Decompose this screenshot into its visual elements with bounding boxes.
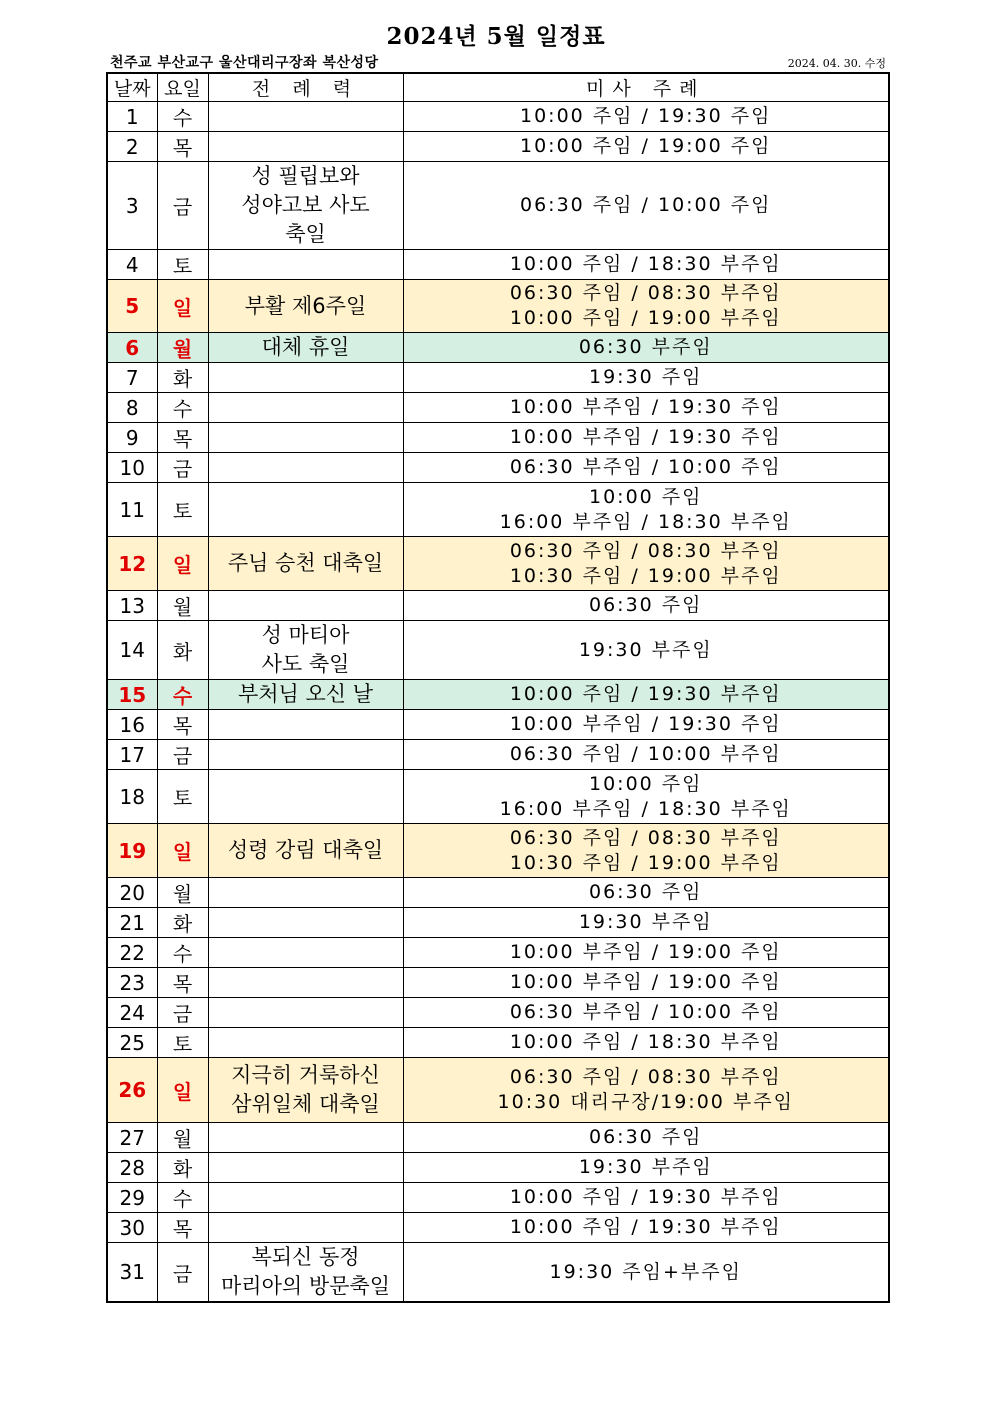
liturgy-cell: 대체 휴일: [208, 333, 403, 363]
date-cell: 26: [107, 1058, 157, 1123]
liturgy-cell: [208, 1213, 403, 1243]
table-row: [107, 824, 889, 878]
date-cell: 30: [107, 1213, 157, 1243]
day-of-week-cell: 일: [157, 1058, 208, 1123]
table-row: [107, 280, 889, 333]
date-cell: 3: [107, 162, 157, 250]
header-liturgy: 전 례 력: [208, 73, 403, 102]
table-row: [107, 1153, 889, 1183]
table-row: [107, 680, 889, 710]
liturgy-cell: [208, 878, 403, 908]
date-cell: 22: [107, 938, 157, 968]
liturgy-cell: [208, 591, 403, 621]
table-row: [107, 770, 889, 824]
mass-cell: 19:30 주임+부주임: [403, 1243, 889, 1303]
mass-cell: 10:00 부주임 / 19:00 주임: [403, 968, 889, 998]
liturgy-cell: [208, 938, 403, 968]
liturgy-cell: [208, 968, 403, 998]
table-row: [107, 250, 889, 280]
date-cell: 25: [107, 1028, 157, 1058]
table-row: [107, 1058, 889, 1123]
mass-cell: 06:30 부주임 / 10:00 주임: [403, 998, 889, 1028]
date-cell: 19: [107, 824, 157, 878]
day-of-week-cell: 금: [157, 162, 208, 250]
mass-cell: 10:00 부주임 / 19:00 주임: [403, 938, 889, 968]
day-of-week-cell: 목: [157, 132, 208, 162]
page-title: 2024년 5월 일정표: [386, 23, 606, 50]
table-row: [107, 423, 889, 453]
day-of-week-cell: 토: [157, 770, 208, 824]
date-cell: 23: [107, 968, 157, 998]
mass-cell: 06:30 주임 / 10:00 부주임: [403, 740, 889, 770]
table-row: [107, 1028, 889, 1058]
table-row: [107, 591, 889, 621]
day-of-week-cell: 월: [157, 878, 208, 908]
table-row: [107, 710, 889, 740]
liturgy-cell: [208, 363, 403, 393]
liturgy-cell: [208, 132, 403, 162]
mass-cell: 10:00 부주임 / 19:30 주임: [403, 423, 889, 453]
liturgy-cell: [208, 453, 403, 483]
mass-cell: 06:30 주임 / 08:30 부주임 10:30 주임 / 19:00 부주임: [403, 824, 889, 878]
liturgy-cell: [208, 102, 403, 132]
day-of-week-cell: 금: [157, 998, 208, 1028]
mass-cell: 06:30 주임 / 08:30 부주임 10:30 대리구장/19:00 부주임: [403, 1058, 889, 1123]
table-row: [107, 333, 889, 363]
liturgy-cell: [208, 770, 403, 824]
date-cell: 10: [107, 453, 157, 483]
table-row: [107, 908, 889, 938]
day-of-week-cell: 토: [157, 250, 208, 280]
table-row: [107, 1123, 889, 1153]
mass-cell: 19:30 부주임: [403, 908, 889, 938]
mass-cell: 10:00 부주임 / 19:30 주임: [403, 393, 889, 423]
liturgy-cell: 부활 제6주일: [208, 280, 403, 333]
mass-cell: 10:00 주임 16:00 부주임 / 18:30 부주임: [403, 770, 889, 824]
table-row: [107, 1183, 889, 1213]
liturgy-cell: [208, 1183, 403, 1213]
liturgy-cell: [208, 710, 403, 740]
mass-cell: 06:30 부주임: [403, 333, 889, 363]
liturgy-cell: 부처님 오신 날: [208, 680, 403, 710]
table-row: [107, 453, 889, 483]
table-row: [107, 1213, 889, 1243]
mass-cell: 06:30 주임: [403, 1123, 889, 1153]
liturgy-cell: [208, 393, 403, 423]
day-of-week-cell: 목: [157, 710, 208, 740]
mass-cell: 10:00 주임 / 18:30 부주임: [403, 250, 889, 280]
liturgy-cell: 성 마티아 사도 축일: [208, 621, 403, 680]
day-of-week-cell: 화: [157, 621, 208, 680]
liturgy-cell: 지극히 거룩하신 삼위일체 대축일: [208, 1058, 403, 1123]
mass-cell: 06:30 주임 / 08:30 부주임 10:30 주임 / 19:00 부주임: [403, 537, 889, 591]
table-row: [107, 621, 889, 680]
date-cell: 27: [107, 1123, 157, 1153]
date-cell: 11: [107, 483, 157, 537]
table-row: [107, 740, 889, 770]
date-cell: 2: [107, 132, 157, 162]
day-of-week-cell: 토: [157, 483, 208, 537]
mass-cell: 10:00 주임 / 19:30 부주임: [403, 1183, 889, 1213]
day-of-week-cell: 수: [157, 680, 208, 710]
date-cell: 5: [107, 280, 157, 333]
date-cell: 14: [107, 621, 157, 680]
mass-cell: 06:30 주임: [403, 878, 889, 908]
date-cell: 29: [107, 1183, 157, 1213]
liturgy-cell: [208, 1123, 403, 1153]
date-cell: 9: [107, 423, 157, 453]
date-cell: 8: [107, 393, 157, 423]
table-row: [107, 393, 889, 423]
day-of-week-cell: 수: [157, 393, 208, 423]
date-cell: 24: [107, 998, 157, 1028]
mass-cell: 19:30 주임: [403, 363, 889, 393]
date-cell: 28: [107, 1153, 157, 1183]
liturgy-cell: [208, 483, 403, 537]
liturgy-cell: [208, 908, 403, 938]
table-row: [107, 1243, 889, 1303]
mass-cell: 06:30 주임 / 08:30 부주임 10:00 주임 / 19:00 부주임: [403, 280, 889, 333]
day-of-week-cell: 화: [157, 1153, 208, 1183]
table-row: [107, 968, 889, 998]
day-of-week-cell: 금: [157, 740, 208, 770]
day-of-week-cell: 목: [157, 968, 208, 998]
header-row: [107, 73, 889, 102]
table-row: [107, 132, 889, 162]
date-cell: 16: [107, 710, 157, 740]
mass-cell: 10:00 주임 / 18:30 부주임: [403, 1028, 889, 1058]
date-cell: 15: [107, 680, 157, 710]
date-cell: 31: [107, 1243, 157, 1303]
parish-name: 천주교 부산교구 울산대리구장좌 복산성당: [110, 55, 379, 71]
day-of-week-cell: 수: [157, 1183, 208, 1213]
header-date: 날짜: [107, 73, 157, 102]
day-of-week-cell: 화: [157, 908, 208, 938]
date-cell: 12: [107, 537, 157, 591]
day-of-week-cell: 일: [157, 824, 208, 878]
liturgy-cell: [208, 250, 403, 280]
liturgy-cell: [208, 1153, 403, 1183]
mass-cell: 10:00 주임 16:00 부주임 / 18:30 부주임: [403, 483, 889, 537]
date-cell: 6: [107, 333, 157, 363]
liturgy-cell: 복되신 동정 마리아의 방문축일: [208, 1243, 403, 1303]
day-of-week-cell: 수: [157, 102, 208, 132]
header-mass-celebrant: 미사 주례: [403, 73, 889, 102]
mass-cell: 10:00 부주임 / 19:30 주임: [403, 710, 889, 740]
table-row: [107, 483, 889, 537]
day-of-week-cell: 수: [157, 938, 208, 968]
liturgy-cell: [208, 998, 403, 1028]
day-of-week-cell: 월: [157, 591, 208, 621]
mass-cell: 06:30 부주임 / 10:00 주임: [403, 453, 889, 483]
mass-cell: 19:30 부주임: [403, 1153, 889, 1183]
table-row: [107, 102, 889, 132]
table-row: [107, 537, 889, 591]
date-cell: 21: [107, 908, 157, 938]
table-row: [107, 162, 889, 250]
day-of-week-cell: 월: [157, 333, 208, 363]
table-row: [107, 363, 889, 393]
date-cell: 4: [107, 250, 157, 280]
mass-cell: 06:30 주임 / 10:00 주임: [403, 162, 889, 250]
date-cell: 7: [107, 363, 157, 393]
mass-cell: 19:30 부주임: [403, 621, 889, 680]
liturgy-cell: 성령 강림 대축일: [208, 824, 403, 878]
day-of-week-cell: 일: [157, 280, 208, 333]
day-of-week-cell: 목: [157, 423, 208, 453]
day-of-week-cell: 월: [157, 1123, 208, 1153]
day-of-week-cell: 토: [157, 1028, 208, 1058]
day-of-week-cell: 일: [157, 537, 208, 591]
mass-cell: 10:00 주임 / 19:30 부주임: [403, 1213, 889, 1243]
date-cell: 20: [107, 878, 157, 908]
revision-date: 2024. 04. 30. 수정: [787, 57, 886, 70]
header-day-of-week: 요일: [157, 73, 208, 102]
date-cell: 18: [107, 770, 157, 824]
liturgy-cell: [208, 740, 403, 770]
liturgy-cell: [208, 1028, 403, 1058]
mass-cell: 10:00 주임 / 19:30 부주임: [403, 680, 889, 710]
table-row: [107, 998, 889, 1028]
table-row: [107, 878, 889, 908]
liturgy-cell: [208, 423, 403, 453]
day-of-week-cell: 화: [157, 363, 208, 393]
table-row: [107, 938, 889, 968]
day-of-week-cell: 금: [157, 453, 208, 483]
date-cell: 13: [107, 591, 157, 621]
liturgy-cell: 주님 승천 대축일: [208, 537, 403, 591]
mass-cell: 10:00 주임 / 19:00 주임: [403, 132, 889, 162]
date-cell: 1: [107, 102, 157, 132]
liturgy-cell: 성 필립보와 성야고보 사도 축일: [208, 162, 403, 250]
day-of-week-cell: 금: [157, 1243, 208, 1303]
schedule-table: [106, 72, 890, 1303]
mass-cell: 06:30 주임: [403, 591, 889, 621]
day-of-week-cell: 목: [157, 1213, 208, 1243]
date-cell: 17: [107, 740, 157, 770]
mass-cell: 10:00 주임 / 19:30 주임: [403, 102, 889, 132]
